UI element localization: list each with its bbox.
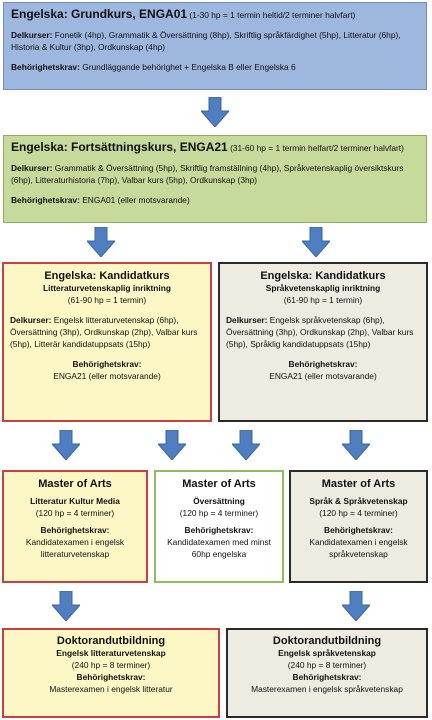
master-lang-req: Kandidatexamen i engelsk språkvetenskap (309, 537, 408, 559)
grundkurs-title: Engelska: Grundkurs, ENGA01 (11, 7, 188, 21)
arrow-down-icon (302, 227, 330, 257)
doktorand-lang-req: Masterexamen i engelsk språkvetenskap (251, 684, 403, 694)
doktorand-lit-hp: (240 hp = 8 terminer) (71, 660, 151, 670)
fortsattningskurs-title: Engelska: Fortsättningskurs, ENGA21 (11, 140, 228, 154)
arrow-down-icon (342, 591, 370, 621)
arrow-down-icon (52, 591, 80, 621)
grundkurs-box (3, 2, 427, 90)
kandidat-lang-title: Engelska: Kandidatkurs (260, 270, 386, 282)
grundkurs-req-label: Behörighetskrav: (11, 62, 80, 72)
fortsattningskurs-box (3, 135, 427, 223)
master-lit-hp: (120 hp = 4 terminer) (35, 508, 115, 518)
grundkurs-req: Grundläggande behörighet + Engelska B eller Engelska 6 (82, 62, 296, 72)
arrow-down-icon (201, 97, 229, 127)
grundkurs-note: (1-30 hp = 1 termin heltid/2 terminer halvfart) (189, 10, 356, 20)
fortsattningskurs-note: (31-60 hp = 1 termin helfart/2 terminer halvfart) (230, 143, 404, 153)
master-lit-subtitle: Litteratur Kultur Media (30, 496, 120, 506)
doktorand-lit-req-label: Behörighetskrav: (76, 672, 146, 682)
fortsattningskurs-req: ENGA01 (eller motsvarande) (82, 195, 190, 205)
doktorand-lit-subtitle: Engelsk litteraturvetenskap (56, 648, 166, 658)
kandidat-lang-courses-label: Delkurser: (226, 315, 268, 325)
kandidat-lang-req: ENGA21 (eller motsvarande) (269, 371, 377, 381)
master-trans-box (154, 470, 284, 583)
doktorand-lang-hp: (240 hp = 8 terminer) (287, 660, 367, 670)
doktorand-lit-title: Doktorandutbildning (56, 635, 166, 647)
doktorand-lit-req: Masterexamen i engelsk litteratur (49, 684, 173, 694)
kandidat-lit-courses: Engelsk litteraturvetenskap (6hp), Översättning (3hp), Ordkunskap (2hp), Valbar kurs (5hp), Litterär kandidatuppsats (15hp) (10, 315, 198, 349)
kandidat-lit-req: ENGA21 (eller motsvarande) (53, 371, 161, 381)
doktorand-lang-box (226, 628, 428, 718)
kandidat-lit-hp: (61-90 hp = 1 termin) (67, 295, 147, 305)
kandidat-lang-hp: (61-90 hp = 1 termin) (283, 295, 363, 305)
kandidat-lit-req-label: Behörighetskrav: (72, 359, 142, 369)
master-lit-req: Kandidatexamen i engelsk litteraturvetenskap (25, 537, 125, 559)
master-lang-box (289, 470, 428, 583)
master-trans-subtitle: Översättning (193, 496, 245, 506)
fortsattningskurs-req-label: Behörighetskrav: (11, 195, 80, 205)
arrow-down-icon (342, 430, 370, 460)
master-trans-req: Kandidatexamen med minst 60hp engelska (167, 537, 271, 559)
doktorand-lang-title: Doktorandutbildning (272, 635, 382, 647)
kandidat-lang-courses: Engelsk språkvetenskap (6hp), Översättning (3hp), Ordkunskap (2hp), Valbar kurs (5hp), Språklig kandidatuppsats (15hp) (226, 315, 414, 349)
arrow-down-icon (52, 430, 80, 460)
kandidat-lang-req-label: Behörighetskrav: (288, 359, 358, 369)
master-lang-subtitle: Språk & Språkvetenskap (309, 496, 408, 506)
grundkurs-courses: Fonetik (4hp), Grammatik & Översättning (8hp), Skriftlig språkfärdighet (5hp), Litteratur (6hp), Historia & Kultur (3hp), Ordkunskap (4hp) (11, 30, 401, 52)
kandidat-lang-box (218, 262, 428, 422)
fortsattningskurs-courses-label: Delkurser: (11, 163, 53, 173)
arrow-down-icon (87, 227, 115, 257)
doktorand-lang-subtitle: Engelsk språkvetenskap (278, 648, 376, 658)
master-trans-title: Master of Arts (182, 478, 256, 490)
kandidat-lang-subtitle: Språkvetenskaplig inriktning (265, 283, 381, 293)
master-trans-req-label: Behörighetskrav: (184, 525, 254, 535)
master-lit-title: Master of Arts (38, 478, 112, 490)
master-lit-box (2, 470, 148, 583)
doktorand-lit-box (2, 628, 220, 718)
kandidat-lit-title: Engelska: Kandidatkurs (44, 270, 170, 282)
arrow-down-icon (232, 430, 260, 460)
grundkurs-courses-label: Delkurser: (11, 30, 53, 40)
arrow-down-icon (158, 430, 186, 460)
master-lang-hp: (120 hp = 4 terminer) (319, 508, 398, 518)
master-lang-req-label: Behörighetskrav: (324, 525, 393, 535)
master-lit-req-label: Behörighetskrav: (40, 525, 110, 535)
doktorand-lang-req-label: Behörighetskrav: (292, 672, 362, 682)
kandidat-lit-courses-label: Delkurser: (10, 315, 52, 325)
master-lang-title: Master of Arts (321, 478, 396, 490)
master-trans-hp: (120 hp = 4 terminer) (179, 508, 259, 518)
fortsattningskurs-courses: Grammatik & Översättning (5hp), Skriftlig framställning (4hp), Språkvetenskaplig översiktskurs (6hp), Litteraturhistoria (7hp), Valbar kurs (5hp), Ordkunskap (3hp) (11, 163, 404, 185)
kandidat-lit-box (2, 262, 212, 422)
kandidat-lit-subtitle: Litteraturvetenskaplig inriktning (43, 283, 171, 293)
